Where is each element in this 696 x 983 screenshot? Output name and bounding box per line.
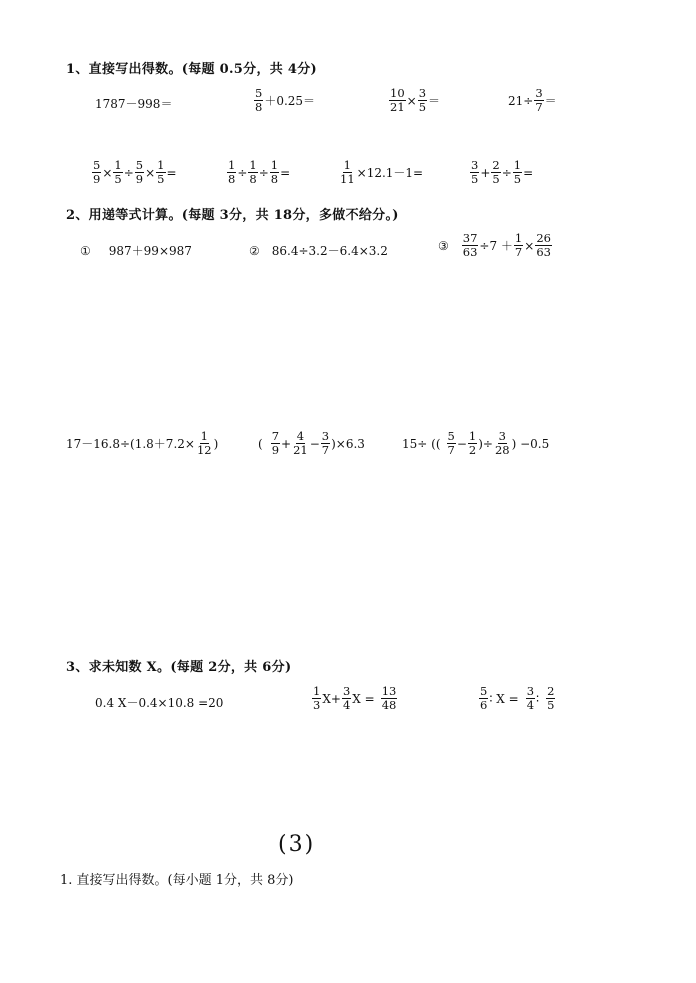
fraction bbox=[381, 685, 398, 712]
problem-fraction-chain-2 bbox=[226, 159, 290, 186]
fraction bbox=[342, 685, 351, 712]
denominator: 63 bbox=[536, 245, 551, 259]
denominator: 7 bbox=[535, 100, 543, 114]
section-1-header: 1、直接写出得数。(每题 0.5分，共 4分) bbox=[66, 62, 317, 77]
fraction bbox=[227, 159, 236, 186]
denominator: 9 bbox=[93, 172, 101, 186]
fraction bbox=[468, 430, 477, 457]
denominator: 7 bbox=[447, 443, 455, 457]
expr-text: X+ bbox=[322, 691, 341, 706]
numerator: 1 bbox=[200, 429, 208, 443]
expr-text: 17－16.8÷(1.8＋7.2× bbox=[66, 437, 195, 451]
numerator: 3 bbox=[526, 684, 535, 698]
denominator: 11 bbox=[340, 172, 355, 186]
expr-text: 86.4÷3.2－6.4×3.2 bbox=[271, 244, 388, 258]
numerator: 5 bbox=[93, 158, 101, 172]
calc-problem-3 bbox=[438, 232, 553, 259]
section-3-header: 3、求未知数 X。(每题 2分，共 6分) bbox=[66, 660, 292, 675]
expr-text: 21÷ bbox=[508, 93, 534, 108]
equation-3 bbox=[478, 685, 556, 712]
equation-2 bbox=[311, 685, 398, 712]
denominator: 8 bbox=[270, 172, 279, 186]
fraction bbox=[389, 87, 406, 114]
expr-text: ) bbox=[213, 436, 219, 451]
numerator: 1 bbox=[514, 231, 523, 245]
part-3-title: (3) bbox=[278, 832, 316, 857]
denominator: 5 bbox=[157, 172, 165, 186]
operator: ÷ bbox=[501, 165, 512, 180]
expr-text: ∶ bbox=[536, 691, 540, 706]
numerator: 1 bbox=[114, 158, 122, 172]
denominator: 21 bbox=[293, 443, 308, 457]
operator: + bbox=[281, 436, 292, 451]
numerator: 5 bbox=[255, 86, 263, 100]
problem-10-21-times-3-5 bbox=[388, 87, 440, 114]
fraction bbox=[418, 87, 427, 114]
numerator: 1 bbox=[270, 158, 279, 172]
operator: × bbox=[524, 238, 535, 253]
denominator: 4 bbox=[342, 698, 351, 712]
fraction bbox=[491, 159, 500, 186]
fraction bbox=[271, 430, 280, 457]
expr-text: )×6.3 bbox=[331, 436, 365, 451]
expr-text: ÷7 ＋ bbox=[479, 239, 513, 253]
fraction bbox=[156, 159, 165, 186]
numerator: 1 bbox=[228, 158, 236, 172]
fraction bbox=[494, 430, 511, 457]
expr-text: )÷ bbox=[478, 436, 493, 451]
section-2-header: 2、用递等式计算。(每题 3分，共 18分，多做不给分。) bbox=[66, 208, 399, 223]
calc-problem-6 bbox=[402, 430, 549, 457]
operator: × bbox=[102, 165, 113, 180]
denominator: 63 bbox=[462, 245, 478, 259]
numerator: 3 bbox=[471, 158, 479, 172]
fraction bbox=[113, 159, 122, 186]
problem-fraction-chain-3 bbox=[469, 159, 533, 186]
operator: × bbox=[406, 93, 417, 108]
denominator: 28 bbox=[494, 443, 510, 457]
problem-marker: ① bbox=[80, 243, 91, 258]
fraction bbox=[292, 430, 309, 457]
denominator: 8 bbox=[228, 172, 236, 186]
numerator: 5 bbox=[447, 429, 455, 443]
fraction bbox=[534, 87, 543, 114]
numerator: 7 bbox=[271, 429, 280, 443]
expr-text: ( bbox=[258, 436, 263, 451]
operator: ÷ bbox=[123, 165, 134, 180]
problem-5-8-plus-025 bbox=[253, 87, 315, 114]
equals: = bbox=[280, 165, 291, 180]
denominator: 8 bbox=[255, 100, 263, 114]
operator: − bbox=[456, 436, 467, 451]
fraction bbox=[270, 159, 279, 186]
expr-text: ∶ X = bbox=[489, 691, 519, 706]
fraction bbox=[526, 685, 535, 712]
expr-text: ) −0.5 bbox=[511, 436, 550, 451]
numerator: 1 bbox=[343, 158, 351, 172]
operator: + bbox=[480, 165, 491, 180]
expr-text: ×12.1－1= bbox=[356, 166, 424, 180]
fraction bbox=[312, 685, 321, 712]
numerator: 37 bbox=[462, 231, 478, 245]
numerator: 4 bbox=[296, 429, 305, 443]
equals: = bbox=[523, 165, 534, 180]
calc-problem-1 bbox=[80, 242, 192, 259]
numerator: 1 bbox=[513, 158, 522, 172]
calc-problem-5 bbox=[258, 430, 365, 457]
fraction bbox=[470, 159, 479, 186]
numerator: 2 bbox=[547, 684, 555, 698]
problem-marker: ② bbox=[249, 243, 260, 258]
denominator: 5 bbox=[471, 172, 479, 186]
calc-problem-4 bbox=[66, 430, 218, 457]
denominator: 12 bbox=[196, 443, 212, 457]
denominator: 5 bbox=[513, 172, 522, 186]
fraction bbox=[513, 159, 522, 186]
denominator: 6 bbox=[480, 698, 488, 712]
denominator: 5 bbox=[547, 698, 555, 712]
fraction bbox=[92, 159, 101, 186]
numerator: 5 bbox=[480, 684, 488, 698]
operator: − bbox=[309, 436, 320, 451]
denominator: 5 bbox=[492, 172, 500, 186]
fraction bbox=[135, 159, 144, 186]
expr-text: 987＋99×987 bbox=[108, 244, 192, 258]
numerator: 10 bbox=[390, 86, 405, 100]
numerator: 26 bbox=[536, 231, 551, 245]
fraction bbox=[535, 232, 552, 259]
denominator: 48 bbox=[381, 698, 397, 712]
numerator: 1 bbox=[468, 429, 477, 443]
numerator: 3 bbox=[535, 86, 543, 100]
denominator: 7 bbox=[514, 245, 523, 259]
numerator: 13 bbox=[381, 684, 397, 698]
denominator: 9 bbox=[135, 172, 144, 186]
part-3-subheader: 1. 直接写出得数。(每小题 1分，共 8分) bbox=[60, 873, 294, 888]
denominator: 4 bbox=[526, 698, 535, 712]
denominator: 2 bbox=[468, 443, 477, 457]
numerator: 3 bbox=[498, 429, 506, 443]
denominator: 9 bbox=[271, 443, 280, 457]
equation-1: 0.4 X－0.4×10.8 =20 bbox=[95, 696, 224, 710]
fraction bbox=[479, 685, 488, 712]
expr-text: X = bbox=[352, 691, 375, 706]
problem-marker: ③ bbox=[438, 238, 449, 253]
expr-text: 15÷ (( bbox=[402, 436, 441, 451]
expr-text: ＋0.25＝ bbox=[264, 94, 316, 108]
numerator: 1 bbox=[313, 684, 321, 698]
operator: ÷ bbox=[237, 165, 248, 180]
numerator: 1 bbox=[249, 158, 257, 172]
fraction bbox=[514, 232, 523, 259]
problem-21-div-3-7 bbox=[508, 87, 557, 114]
fraction bbox=[339, 159, 356, 186]
equals: ＝ bbox=[544, 94, 557, 108]
fraction bbox=[254, 87, 263, 114]
denominator: 3 bbox=[313, 698, 321, 712]
fraction bbox=[248, 159, 257, 186]
fraction bbox=[321, 430, 330, 457]
numerator: 5 bbox=[135, 158, 144, 172]
numerator: 3 bbox=[418, 86, 427, 100]
denominator: 5 bbox=[114, 172, 122, 186]
fraction bbox=[196, 430, 213, 457]
operator: ÷ bbox=[258, 165, 269, 180]
equals: = bbox=[166, 165, 177, 180]
denominator: 7 bbox=[321, 443, 330, 457]
fraction bbox=[546, 685, 555, 712]
fraction bbox=[462, 232, 479, 259]
fraction bbox=[447, 430, 456, 457]
calc-problem-2 bbox=[249, 242, 388, 259]
numerator: 2 bbox=[492, 158, 500, 172]
denominator: 8 bbox=[249, 172, 257, 186]
denominator: 5 bbox=[418, 100, 427, 114]
numerator: 3 bbox=[342, 684, 351, 698]
problem-1787-minus-998: 1787－998＝ bbox=[95, 97, 173, 111]
problem-1-11-times-12-1 bbox=[338, 159, 423, 186]
numerator: 3 bbox=[321, 429, 330, 443]
operator: × bbox=[145, 165, 156, 180]
equals: ＝ bbox=[428, 94, 441, 108]
problem-fraction-chain-1 bbox=[91, 159, 177, 186]
denominator: 21 bbox=[390, 100, 405, 114]
numerator: 1 bbox=[157, 158, 165, 172]
